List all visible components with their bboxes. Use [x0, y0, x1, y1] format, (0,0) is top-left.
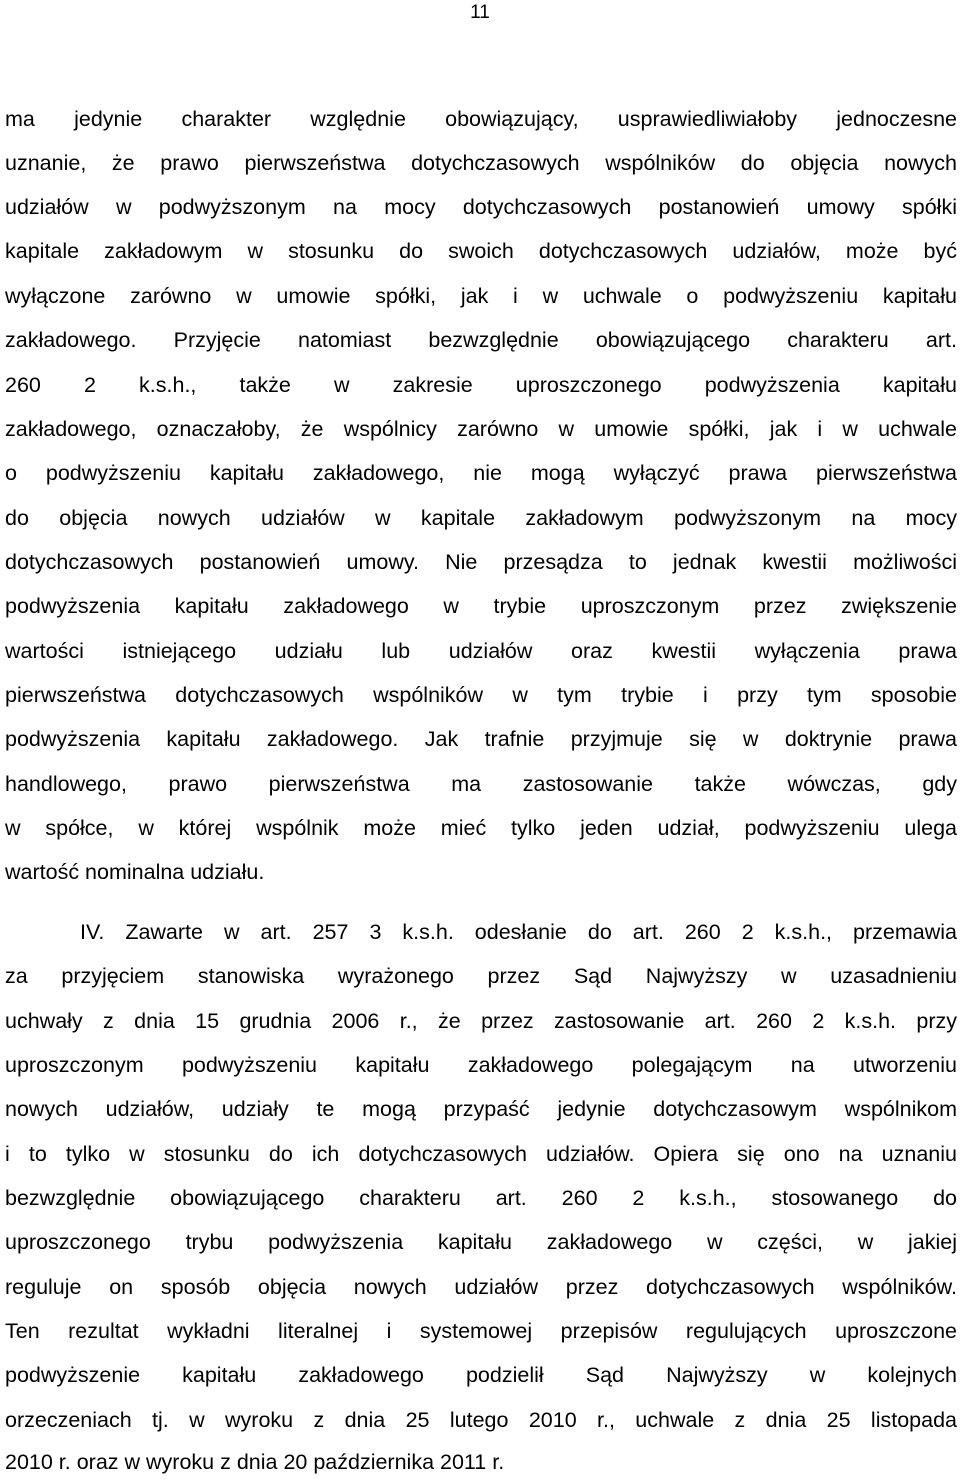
text-line: pierwszeństwa dotychczasowych wspólników w tym trybie i przy tym sposobie — [5, 683, 957, 707]
text-line: podwyższenia kapitału zakładowego. Jak trafnie przyjmuje się w doktrynie prawa — [5, 727, 957, 751]
text-line: ma jedynie charakter względnie obowiązujący, usprawiedliwiałoby jednoczesne — [5, 107, 957, 131]
text-line: wartości istniejącego udziału lub udziałów oraz kwestii wyłączenia prawa — [5, 639, 957, 663]
text-line: handlowego, prawo pierwszeństwa ma zastosowanie także wówczas, gdy — [5, 772, 957, 796]
text-line: wartość nominalna udziału. — [5, 860, 265, 884]
text-line: dotychczasowych postanowień umowy. Nie przesądza to jednak kwestii możliwości — [5, 550, 957, 574]
text-line: kapitale zakładowym w stosunku do swoich dotychczasowych udziałów, może być — [5, 239, 957, 263]
text-line: zakładowego. Przyjęcie natomiast bezwzględnie obowiązującego charakteru art. — [5, 328, 957, 352]
page-number: 11 — [470, 2, 490, 23]
text-line: reguluje on sposób objęcia nowych udziałów przez dotychczasowych wspólników. — [5, 1275, 957, 1299]
text-line: uznanie, że prawo pierwszeństwa dotychczasowych wspólników do objęcia nowych — [5, 151, 957, 175]
text-line: i to tylko w stosunku do ich dotychczasowych udziałów. Opiera się ono na uznaniu — [5, 1142, 957, 1166]
text-line: podwyższenia kapitału zakładowego w trybie uproszczonym przez zwiększenie — [5, 594, 957, 618]
text-line: zakładowego, oznaczałoby, że wspólnicy zarówno w umowie spółki, jak i w uchwale — [5, 417, 957, 441]
text-line: Ten rezultat wykładni literalnej i systemowej przepisów regulujących uproszczone — [5, 1319, 957, 1343]
text-line: udziałów w podwyższonym na mocy dotychczasowych postanowień umowy spółki — [5, 195, 957, 219]
text-line: 260 2 k.s.h., także w zakresie uproszczonego podwyższenia kapitału — [5, 373, 957, 397]
text-line: uproszczonego trybu podwyższenia kapitału zakładowego w części, w jakiej — [5, 1230, 957, 1254]
text-line: nowych udziałów, udziały te mogą przypaść jedynie dotychczasowym wspólnikom — [5, 1097, 957, 1121]
text-line: uproszczonym podwyższeniu kapitału zakładowego polegającym na utworzeniu — [5, 1053, 957, 1077]
text-line: uchwały z dnia 15 grudnia 2006 r., że przez zastosowanie art. 260 2 k.s.h. przy — [5, 1009, 957, 1033]
text-line: orzeczeniach tj. w wyroku z dnia 25 lutego 2010 r., uchwale z dnia 25 listopada — [5, 1408, 957, 1432]
text-line: za przyjęciem stanowiska wyrażonego przez Sąd Najwyższy w uzasadnieniu — [5, 964, 957, 988]
text-line: w spółce, w której wspólnik może mieć tylko jeden udział, podwyższeniu ulega — [5, 816, 957, 840]
text-line: do objęcia nowych udziałów w kapitale zakładowym podwyższonym na mocy — [5, 506, 957, 530]
text-line: o podwyższeniu kapitału zakładowego, nie mogą wyłączyć prawa pierwszeństwa — [5, 461, 957, 485]
text-line: IV. Zawarte w art. 257 3 k.s.h. odesłanie do art. 260 2 k.s.h., przemawia — [80, 920, 957, 944]
text-line: 2010 r. oraz w wyroku z dnia 20 października 2011 r. — [5, 1450, 505, 1474]
text-line: podwyższenie kapitału zakładowego podzielił Sąd Najwyższy w kolejnych — [5, 1363, 957, 1387]
text-line: bezwzględnie obowiązującego charakteru art. 260 2 k.s.h., stosowanego do — [5, 1186, 957, 1210]
text-line: wyłączone zarówno w umowie spółki, jak i w uchwale o podwyższeniu kapitału — [5, 284, 957, 308]
